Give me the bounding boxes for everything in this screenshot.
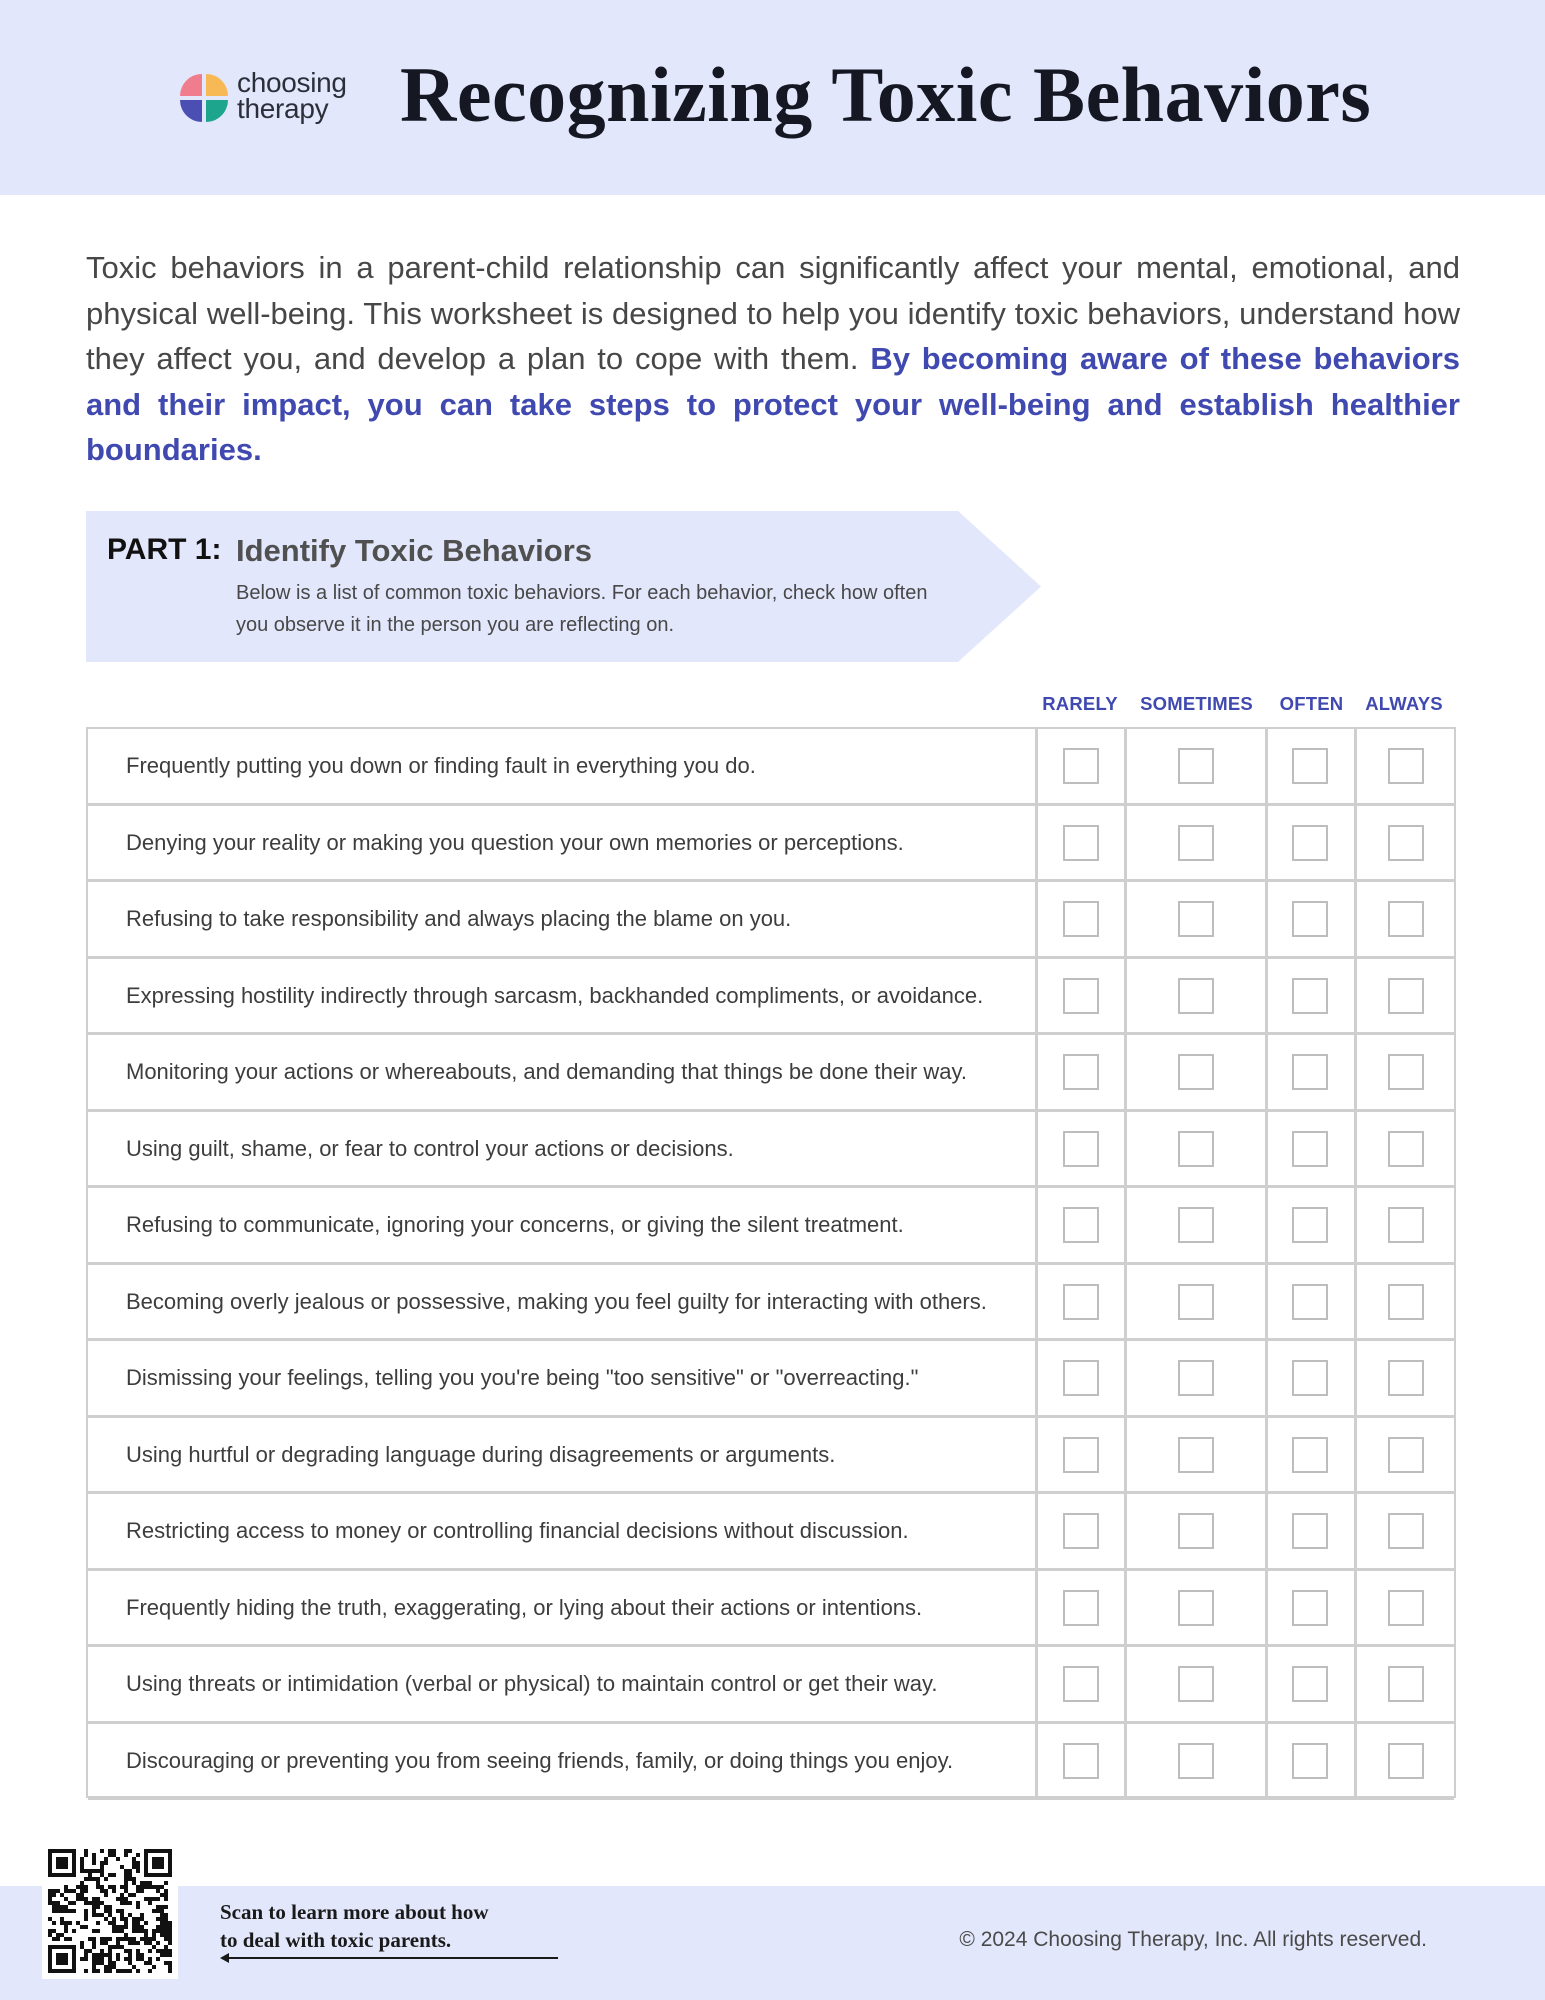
behavior-text: Monitoring your actions or whereabouts, and demanding that things be done their way. [126, 1059, 967, 1084]
checkbox-often[interactable] [1292, 748, 1328, 784]
checkbox-rarely[interactable] [1063, 1207, 1099, 1243]
table-row [88, 959, 1454, 1036]
behavior-text: Refusing to communicate, ignoring your concerns, or giving the silent treatment. [126, 1212, 904, 1237]
checkbox-sometimes[interactable] [1178, 1284, 1214, 1320]
checkbox-always[interactable] [1388, 1360, 1424, 1396]
checkbox-sometimes[interactable] [1178, 1513, 1214, 1549]
scan-caption-line2: to deal with toxic parents. [220, 1928, 452, 1952]
table-row [88, 1188, 1454, 1265]
behavior-text: Using threats or intimidation (verbal or physical) to maintain control or get their way. [126, 1671, 938, 1696]
checkbox-sometimes[interactable] [1178, 1360, 1214, 1396]
checkbox-always[interactable] [1388, 1054, 1424, 1090]
part-label: PART 1: [107, 533, 222, 566]
checkbox-rarely[interactable] [1063, 1284, 1099, 1320]
checkbox-rarely[interactable] [1063, 1513, 1099, 1549]
column-header-sometimes: SOMETIMES [1140, 693, 1253, 714]
table-row [88, 1112, 1454, 1189]
behavior-text: Restricting access to money or controlling financial decisions without discussion. [126, 1518, 909, 1543]
checkbox-often[interactable] [1292, 1284, 1328, 1320]
checkbox-sometimes[interactable] [1178, 1743, 1214, 1779]
intro-text: Toxic behaviors in a parent-child relationship can significantly affect your mental, emotional, and physical well-being. This worksheet is designed to help you identify toxic behaviors, understand how they affect you, and develop a plan to cope with them. [86, 250, 1460, 376]
table-row [88, 729, 1454, 806]
behavior-text: Dismissing your feelings, telling you you're being "too sensitive" or "overreacting." [126, 1365, 919, 1390]
behavior-text: Frequently hiding the truth, exaggerating, or lying about their actions or intentions. [126, 1594, 923, 1620]
checkbox-rarely[interactable] [1063, 1360, 1099, 1396]
checkbox-always[interactable] [1388, 1743, 1424, 1779]
part1-banner [86, 511, 1041, 662]
checkbox-rarely[interactable] [1063, 1131, 1099, 1167]
column-header-always: ALWAYS [1365, 693, 1443, 714]
behavior-text: Becoming overly jealous or possessive, making you feel guilty for interacting with others. [126, 1288, 987, 1314]
checkbox-always[interactable] [1388, 1131, 1424, 1167]
checkbox-sometimes[interactable] [1178, 1437, 1214, 1473]
table-row [88, 1571, 1454, 1648]
checkbox-always[interactable] [1388, 901, 1424, 937]
column-header-often: OFTEN [1279, 693, 1344, 714]
checkbox-always[interactable] [1388, 748, 1424, 784]
checkbox-always[interactable] [1388, 825, 1424, 861]
column-divider [1124, 729, 1127, 1796]
checkbox-often[interactable] [1292, 1207, 1328, 1243]
column-divider [1265, 729, 1268, 1796]
behavior-text: Expressing hostility indirectly through sarcasm, backhanded compliments, or avoidance. [126, 982, 984, 1008]
checkbox-sometimes[interactable] [1178, 1666, 1214, 1702]
column-divider [1354, 729, 1357, 1796]
behavior-text: Discouraging or preventing you from seeing friends, family, or doing things you enjoy. [126, 1747, 954, 1773]
checkbox-always[interactable] [1388, 1284, 1424, 1320]
table-row [88, 1724, 1454, 1801]
checkbox-often[interactable] [1292, 1437, 1328, 1473]
column-divider [1035, 729, 1038, 1796]
table-row [88, 1035, 1454, 1112]
checkbox-always[interactable] [1388, 1437, 1424, 1473]
qr-code[interactable] [42, 1843, 178, 1979]
part-title: Identify Toxic Behaviors [236, 533, 593, 568]
logo-mark-icon [178, 72, 230, 124]
qr-code-icon [48, 1849, 172, 1973]
checkbox-rarely[interactable] [1063, 978, 1099, 1014]
checkbox-often[interactable] [1292, 1666, 1328, 1702]
checkbox-often[interactable] [1292, 1360, 1328, 1396]
checkbox-rarely[interactable] [1063, 1437, 1099, 1473]
checkbox-often[interactable] [1292, 1131, 1328, 1167]
checkbox-often[interactable] [1292, 1513, 1328, 1549]
behavior-text: Using hurtful or degrading language during disagreements or arguments. [126, 1441, 836, 1467]
checkbox-often[interactable] [1292, 1590, 1328, 1626]
checkbox-rarely[interactable] [1063, 748, 1099, 784]
checkbox-often[interactable] [1292, 825, 1328, 861]
behavior-text: Using guilt, shame, or fear to control your actions or decisions. [126, 1135, 734, 1161]
checkbox-rarely[interactable] [1063, 901, 1099, 937]
checkbox-sometimes[interactable] [1178, 978, 1214, 1014]
table-row [88, 1418, 1454, 1495]
page-title: Recognizing Toxic Behaviors [400, 51, 1372, 138]
table-row [88, 1494, 1454, 1571]
column-header-rarely: RARELY [1042, 693, 1118, 714]
intro-paragraph [86, 245, 1460, 473]
part-description: Below is a list of common toxic behaviors. For each behavior, check how often you observe it in the person you are reflecting on. [236, 582, 928, 636]
copyright-notice: © 2024 Choosing Therapy, Inc. All rights reserved. [959, 1928, 1427, 1951]
checkbox-sometimes[interactable] [1178, 1590, 1214, 1626]
intro-highlight: By becoming aware of these behaviors and their impact, you can take steps to protect your well-being and establish healthier boundaries. [86, 341, 1460, 467]
table-row [88, 806, 1454, 883]
checkbox-rarely[interactable] [1063, 1054, 1099, 1090]
checkbox-always[interactable] [1388, 1207, 1424, 1243]
scan-caption-line1: Scan to learn more about how [220, 1900, 489, 1924]
behavior-text: Refusing to take responsibility and always placing the blame on you. [126, 906, 792, 931]
checkbox-rarely[interactable] [1063, 1743, 1099, 1779]
checkbox-sometimes[interactable] [1178, 901, 1214, 937]
checkbox-rarely[interactable] [1063, 1666, 1099, 1702]
arrow-left-icon [220, 1951, 560, 1965]
checkbox-sometimes[interactable] [1178, 1207, 1214, 1243]
checkbox-sometimes[interactable] [1178, 1054, 1214, 1090]
table-row [88, 1265, 1454, 1342]
logo-wordmark [237, 67, 347, 124]
logo-line2: therapy [237, 93, 329, 124]
checkbox-often[interactable] [1292, 978, 1328, 1014]
checkbox-sometimes[interactable] [1178, 748, 1214, 784]
checkbox-often[interactable] [1292, 901, 1328, 937]
table-row [88, 882, 1454, 959]
checkbox-always[interactable] [1388, 1513, 1424, 1549]
checkbox-sometimes[interactable] [1178, 1131, 1214, 1167]
checkbox-always[interactable] [1388, 1666, 1424, 1702]
logo-line1: choosing [237, 67, 347, 98]
checkbox-often[interactable] [1292, 1743, 1328, 1779]
choosing-therapy-logo[interactable] [178, 68, 418, 128]
behavior-text: Denying your reality or making you question your own memories or perceptions. [126, 829, 904, 855]
checkbox-always[interactable] [1388, 1590, 1424, 1626]
checkbox-rarely[interactable] [1063, 825, 1099, 861]
behavior-checklist-table [86, 727, 1456, 1798]
checkbox-sometimes[interactable] [1178, 825, 1214, 861]
table-row [88, 1647, 1454, 1724]
header-band [0, 0, 1545, 195]
behavior-text: Frequently putting you down or finding fault in everything you do. [126, 753, 756, 778]
scan-caption [220, 1898, 560, 1954]
checkbox-often[interactable] [1292, 1054, 1328, 1090]
checkbox-rarely[interactable] [1063, 1590, 1099, 1626]
table-row [88, 1341, 1454, 1418]
checkbox-always[interactable] [1388, 978, 1424, 1014]
